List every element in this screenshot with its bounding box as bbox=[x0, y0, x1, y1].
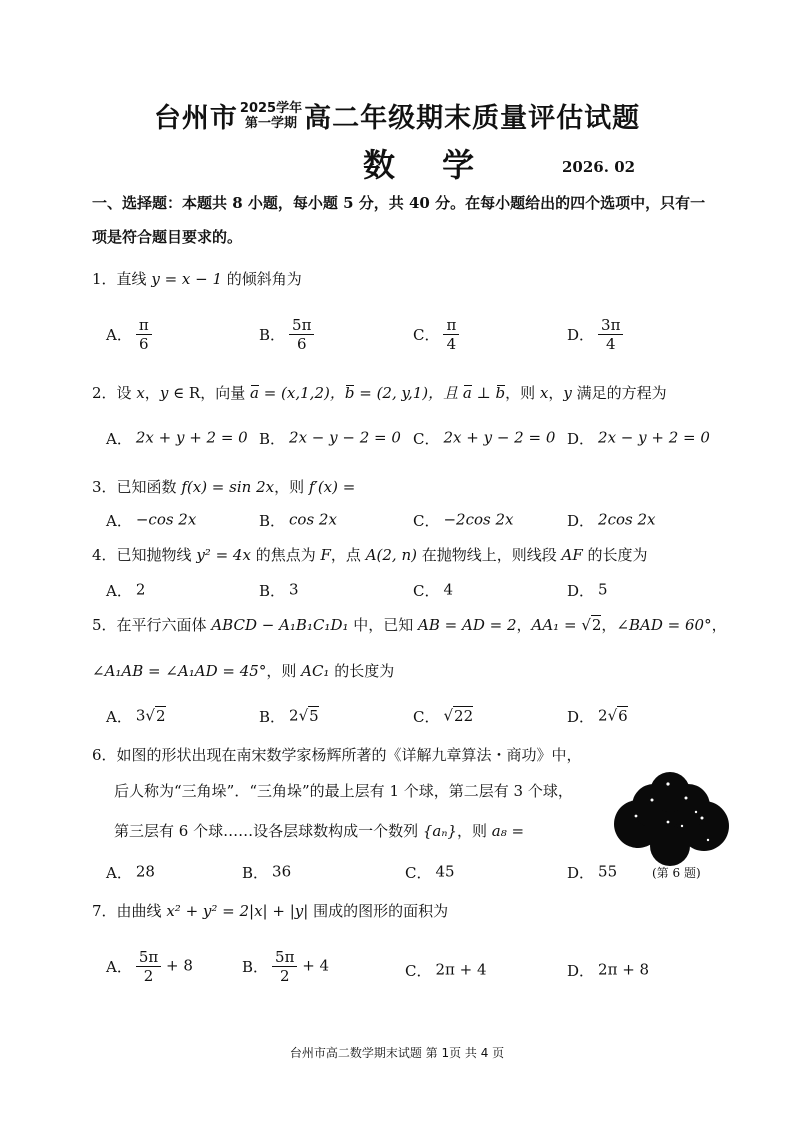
q6-number: 6． bbox=[92, 746, 117, 764]
ball bbox=[650, 772, 690, 812]
q6-line3-text-a: 第三层有 6 个球……设各层球数构成一个数列 bbox=[114, 822, 423, 840]
denominator: 6 bbox=[139, 335, 149, 353]
q3-option-b bbox=[259, 510, 337, 531]
option-label: B． bbox=[259, 326, 286, 344]
question-5: 5．在平行六面体 ABCD − A₁B₁C₁D₁ 中，已知 AB = AD = 2，AA₁ = √2，∠BAD = 60°， bbox=[92, 616, 727, 634]
option-value: 28 bbox=[135, 862, 155, 881]
q5-option-b: B． 2√5 bbox=[259, 706, 319, 726]
numerator: 3π bbox=[598, 316, 623, 335]
q2-tail-b: 满足的方程为 bbox=[571, 384, 667, 402]
q7-option-a bbox=[106, 948, 193, 985]
q2-option-c bbox=[413, 428, 555, 449]
q4-text-b: 的焦点为 bbox=[250, 546, 321, 564]
q5-math-1: AB = AD = 2 bbox=[418, 616, 517, 634]
title-term-stack bbox=[240, 101, 302, 131]
option-value: cos 2x bbox=[289, 510, 337, 529]
option-label: C． bbox=[413, 582, 440, 600]
q2-vector-b-value: = (2, y,1)，且 bbox=[354, 384, 463, 402]
q3-text-a: 已知函数 bbox=[116, 478, 182, 496]
q2-sep-2: ， bbox=[548, 384, 564, 402]
q5-option-a: A． 3√2 bbox=[106, 706, 166, 726]
option-label: D． bbox=[567, 326, 595, 344]
q6-option-b bbox=[242, 862, 291, 883]
option-label: A． bbox=[106, 708, 132, 726]
q4-option-c bbox=[413, 580, 453, 601]
q6-line-1: 如图的形状出现在南宋数学家杨辉所著的《详解九章算法・商功》中， bbox=[116, 746, 582, 764]
q5-sqrt-2: 2 bbox=[591, 616, 602, 634]
q2-vector-b-2: b bbox=[495, 384, 506, 402]
q7-number: 7． bbox=[92, 902, 117, 920]
title-exam: 高二年级期末质量评估试题 bbox=[304, 103, 641, 134]
q5-number: 5． bbox=[92, 616, 117, 634]
q5-line2-text-b: 的长度为 bbox=[329, 662, 395, 680]
fraction bbox=[443, 316, 459, 353]
q7-math: x² + y² = 2|x| + |y| bbox=[166, 902, 309, 920]
q2-option-d bbox=[567, 428, 710, 449]
option-label: A． bbox=[106, 430, 132, 448]
option-value: 5 bbox=[598, 580, 608, 599]
option-label: C． bbox=[405, 962, 432, 980]
denominator: 2 bbox=[143, 967, 154, 985]
q3-math: f(x) = sin 2x bbox=[181, 478, 275, 496]
q7-option-c bbox=[405, 960, 487, 981]
q2-option-a bbox=[106, 428, 248, 449]
option-label: D． bbox=[567, 512, 595, 530]
numerator: π bbox=[443, 316, 459, 335]
question-7 bbox=[92, 900, 448, 921]
option-label: B． bbox=[259, 582, 286, 600]
q5-math: ABCD − A₁B₁C₁D₁ bbox=[211, 616, 349, 634]
option-label: D． bbox=[567, 864, 595, 882]
q2-tail-a: ，则 bbox=[505, 384, 540, 402]
fraction bbox=[136, 316, 152, 353]
option-value: 36 bbox=[272, 862, 292, 881]
q7-text-a: 由曲线 bbox=[116, 902, 167, 920]
option-coef: 2 bbox=[289, 706, 299, 725]
q4-focus: F bbox=[320, 546, 331, 564]
page-footer: 台州市高二数学期末试题 第 1页 共 4 页 bbox=[289, 1046, 505, 1060]
q2-option-b bbox=[259, 428, 401, 449]
q5-option-c: C． √22 bbox=[413, 706, 474, 726]
q4-text-e: 的长度为 bbox=[582, 546, 648, 564]
q5-math-2: AA₁ = bbox=[531, 616, 582, 634]
option-label: A． bbox=[106, 582, 132, 600]
option-radicand: 6 bbox=[618, 706, 628, 725]
option-value: 3 bbox=[289, 580, 299, 599]
q6-option-d bbox=[567, 862, 617, 883]
q5-line2-math: ∠A₁AB = ∠A₁AD = 45° bbox=[92, 662, 267, 680]
q5-line2-text-a: ，则 bbox=[266, 662, 302, 680]
question-6-line-2: 后人称为“三角垛”．“三角垛”的最上层有 1 个球，第二层有 3 个球， bbox=[114, 782, 573, 800]
ball bbox=[650, 826, 690, 866]
q1-text-b: 的倾斜角为 bbox=[222, 270, 302, 288]
q1-math: y = x − 1 bbox=[151, 270, 223, 288]
q5-text-b: 中，已知 bbox=[348, 616, 419, 634]
option-radicand: 22 bbox=[454, 706, 474, 725]
title-city: 台州市 bbox=[153, 103, 238, 134]
fraction bbox=[289, 316, 314, 353]
option-label: D． bbox=[567, 708, 595, 726]
triangular-pile-figure bbox=[608, 766, 738, 866]
figure-caption: (第 6 题) bbox=[652, 866, 701, 880]
option-label: C． bbox=[405, 864, 432, 882]
section-heading: 一、选择题：本题共 8 小题，每小题 5 分，共 40 分。在每小题给出的四个选项中，只有一项是符合题目要求的。 bbox=[92, 194, 706, 246]
option-label: A． bbox=[106, 326, 132, 344]
numerator: 5π bbox=[289, 316, 314, 335]
q7-text-b: 围成的图形的面积为 bbox=[308, 902, 449, 920]
q6-line3-sequence: {aₙ} bbox=[422, 822, 457, 840]
q2-vector-a-value: = (x,1,2)， bbox=[258, 384, 345, 402]
q3-option-d bbox=[567, 510, 655, 531]
q2-text-a: 设 bbox=[116, 384, 137, 402]
q1-text-a: 直线 bbox=[116, 270, 152, 288]
q4-math: y² = 4x bbox=[196, 546, 251, 564]
q5-math-3: ∠BAD = 60° bbox=[616, 616, 712, 634]
question-6 bbox=[92, 744, 582, 765]
q2-vector-b: b bbox=[344, 384, 355, 402]
option-label: A． bbox=[106, 958, 132, 976]
q5-text-a: 在平行六面体 bbox=[116, 616, 212, 634]
title-year: 2025学年 bbox=[239, 100, 303, 116]
option-value: 2cos 2x bbox=[598, 510, 656, 529]
q2-sep: ， bbox=[144, 384, 160, 402]
q4-option-d bbox=[567, 580, 608, 601]
question-6-line-3 bbox=[114, 820, 524, 841]
option-label: C． bbox=[413, 512, 440, 530]
option-label: B． bbox=[259, 708, 286, 726]
option-coef: 3 bbox=[135, 706, 146, 725]
q3-number: 3． bbox=[92, 478, 117, 496]
numerator: π bbox=[136, 316, 152, 335]
q4-point: A(2, n) bbox=[365, 546, 417, 564]
denominator: 2 bbox=[279, 967, 290, 985]
exam-title bbox=[0, 96, 794, 135]
title-term: 第一学期 bbox=[244, 115, 297, 131]
denominator: 4 bbox=[605, 335, 616, 353]
q4-segment: AF bbox=[561, 546, 583, 564]
q2-text-inR: ∈ R，向量 bbox=[168, 384, 250, 402]
q4-text-c: ，点 bbox=[330, 546, 366, 564]
q3-option-c bbox=[413, 510, 514, 531]
q2-perp: ⊥ bbox=[471, 384, 496, 402]
q5-sep-3: ， bbox=[711, 616, 727, 634]
option-value: 45 bbox=[435, 862, 455, 881]
question-1 bbox=[92, 268, 302, 289]
q3-option-a bbox=[106, 510, 196, 531]
option-value: 2π + 8 bbox=[598, 960, 650, 979]
q1-option-c bbox=[413, 316, 459, 353]
q7-option-b bbox=[242, 948, 329, 985]
denominator: 4 bbox=[446, 335, 457, 353]
option-value: 2π + 4 bbox=[435, 960, 487, 979]
option-label: B． bbox=[259, 430, 286, 448]
option-value: 55 bbox=[598, 862, 618, 881]
option-tail: + 8 bbox=[161, 956, 193, 975]
option-label: C． bbox=[413, 326, 440, 344]
q5-option-d: D． 2√6 bbox=[567, 706, 628, 726]
fraction bbox=[136, 948, 161, 985]
q2-number: 2． bbox=[92, 384, 117, 402]
q2-var-x: x bbox=[136, 384, 145, 402]
question-2 bbox=[92, 382, 667, 403]
q5-line2-segment: AC₁ bbox=[301, 662, 330, 680]
option-label: D． bbox=[567, 430, 595, 448]
option-label: B． bbox=[259, 512, 286, 530]
fraction bbox=[272, 948, 297, 985]
question-4 bbox=[92, 544, 648, 565]
q3-text-b: ，则 bbox=[274, 478, 309, 496]
q6-line3-term: a₈ = bbox=[491, 822, 525, 840]
option-value: 2x + y − 2 = 0 bbox=[443, 428, 556, 447]
option-value: −cos 2x bbox=[135, 510, 197, 529]
q4-option-a bbox=[106, 580, 145, 601]
option-coef: 2 bbox=[598, 706, 608, 725]
option-value: 2 bbox=[135, 580, 146, 599]
q2-var-x-2: x bbox=[539, 384, 549, 402]
q6-option-c bbox=[405, 862, 455, 883]
option-label: A． bbox=[106, 864, 132, 882]
q2-vector-a: a bbox=[250, 384, 259, 402]
option-value: 2x + y + 2 = 0 bbox=[135, 428, 248, 447]
denominator: 6 bbox=[296, 335, 307, 353]
option-label: D． bbox=[567, 962, 595, 980]
q7-option-d bbox=[567, 960, 649, 981]
q4-text-a: 已知抛物线 bbox=[116, 546, 197, 564]
subject-title: 数 学 bbox=[363, 146, 493, 184]
fraction bbox=[598, 316, 623, 353]
question-3 bbox=[92, 476, 355, 497]
option-label: B． bbox=[242, 958, 269, 976]
option-tail: + 4 bbox=[297, 956, 330, 975]
q2-var-y: y bbox=[159, 384, 169, 402]
q6-line3-text-b: ，则 bbox=[456, 822, 492, 840]
option-label: A． bbox=[106, 512, 132, 530]
option-label: D． bbox=[567, 582, 595, 600]
q1-option-b bbox=[259, 316, 314, 353]
option-value: −2cos 2x bbox=[443, 510, 514, 529]
option-label: B． bbox=[242, 864, 269, 882]
q1-option-a bbox=[106, 316, 152, 353]
exam-date: 2026. 02 bbox=[562, 158, 636, 176]
q4-text-d: 在抛物线上，则线段 bbox=[416, 546, 562, 564]
numerator: 5π bbox=[136, 948, 161, 967]
q5-sep-2: ， bbox=[601, 616, 617, 634]
q4-option-b bbox=[259, 580, 299, 601]
q5-sep: ， bbox=[516, 616, 532, 634]
option-value: 2x − y − 2 = 0 bbox=[289, 428, 401, 447]
option-radicand: 5 bbox=[309, 706, 319, 725]
q1-number: 1． bbox=[92, 270, 117, 288]
q3-math-2: f′(x) = bbox=[308, 478, 356, 496]
q2-var-y-2: y bbox=[563, 384, 572, 402]
numerator: 5π bbox=[272, 948, 297, 967]
option-value: 2x − y + 2 = 0 bbox=[598, 428, 710, 447]
q2-vector-a-2: a bbox=[462, 384, 472, 402]
option-value: 4 bbox=[443, 580, 454, 599]
question-5-line-2 bbox=[92, 660, 394, 681]
q1-option-d bbox=[567, 316, 623, 353]
option-radicand: 2 bbox=[155, 706, 166, 725]
option-label: C． bbox=[413, 708, 440, 726]
option-label: C． bbox=[413, 430, 440, 448]
q6-option-a bbox=[106, 862, 155, 883]
q4-number: 4． bbox=[92, 546, 117, 564]
